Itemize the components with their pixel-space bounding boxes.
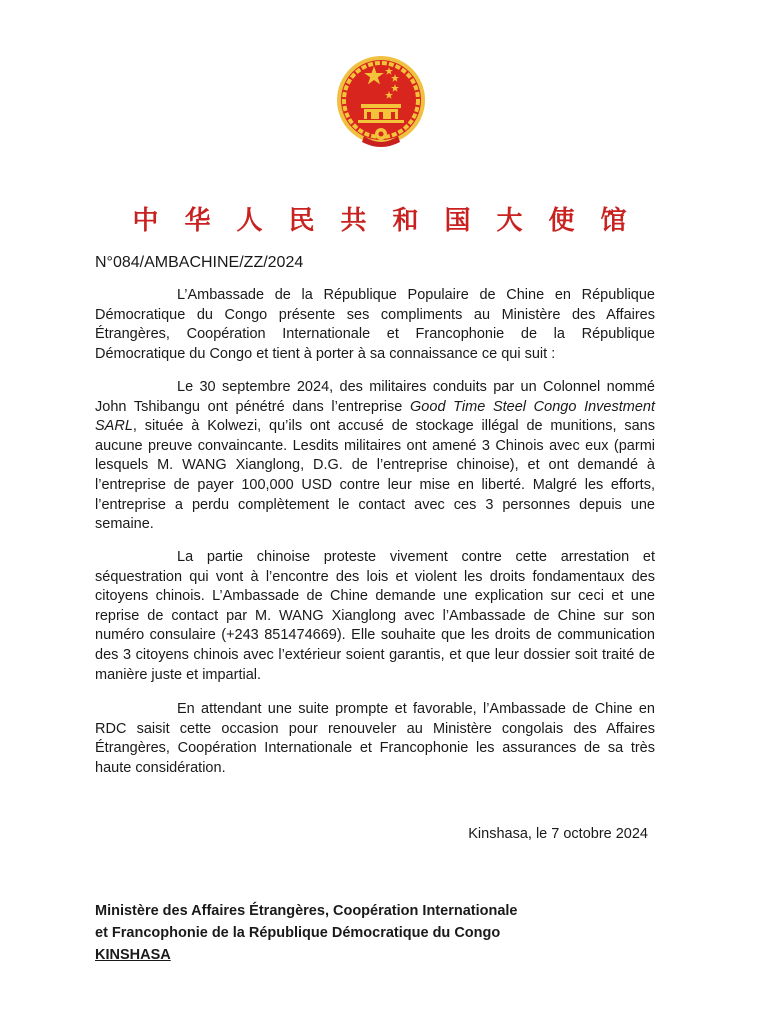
- embassy-letterhead: 中华人民共和国大使馆: [132, 206, 653, 236]
- paragraph-closing: En attendant une suite prompte et favorable, l’Ambassade de Chine en RDC saisit cette occasion pour renouveler au Ministère congolais des Affaires Étrangères, Coopération Internationale et Francophonie les assurances de sa très haute considération.: [95, 701, 655, 776]
- reference-number: N°084/AMBACHINE/ZZ/2024: [95, 254, 304, 271]
- national-emblem-icon: [334, 52, 428, 150]
- incident-text-start: Le 30 septembre 2024, des militaires conduits par un Colonnel nommé John Tshibangu ont pénétré dans l’entreprise: [95, 379, 655, 415]
- paragraph-introduction: L’Ambassade de la République Populaire de Chine en République Démocratique du Congo présente ses compliments au Ministère des Affaires Étrangères, Coopération Internationale et Francophonie de la République Démocratique du Congo et tient à porter à sa connaissance ce qui suit :: [95, 287, 655, 362]
- incident-text-end: , située à Kolwezi, qu’ils ont accusé de stockage illégal de munitions, sans aucune preuve convaincante. Lesdits militaires ont amené 3 Chinois avec eux (parmi lesquels M. WANG Xianglong, D.G. de l’entreprise chinoise), et ont demandé à l’entreprise de payer 100,000 USD contre leur mise en liberté. Malgré les efforts, l’entreprise a perdu complètement le contact avec ces 3 personnes depuis une semaine.: [95, 418, 655, 533]
- addressee-city: KINSHASA: [95, 947, 171, 963]
- dateline: Kinshasa, le 7 octobre 2024: [468, 826, 648, 842]
- paragraph-incident: [95, 378, 655, 535]
- addressee-line-1: Ministère des Affaires Étrangères, Coopération Internationale: [95, 903, 518, 919]
- company-name: Good Time Steel Congo Investment SARL: [95, 398, 655, 435]
- paragraph-protest: La partie chinoise proteste vivement contre cette arrestation et séquestration qui vont à l’encontre des lois et violent les droits fondamentaux des citoyens chinois. L’Ambassade de Chine demande une explication sur ceci et une reprise de contact par M. WANG Xianglong avec l’Ambassade de Chine sur son numéro consulaire (+243 851474669). Elle souhaite que les droits de communication des 3 citoyens chinois avec l’extérieur soient garantis, et que leur dossier soit traité de manière juste et impartial.: [95, 549, 655, 683]
- addressee-line-2: et Francophonie de la République Démocratique du Congo: [95, 925, 501, 941]
- addressee-block: [95, 900, 517, 966]
